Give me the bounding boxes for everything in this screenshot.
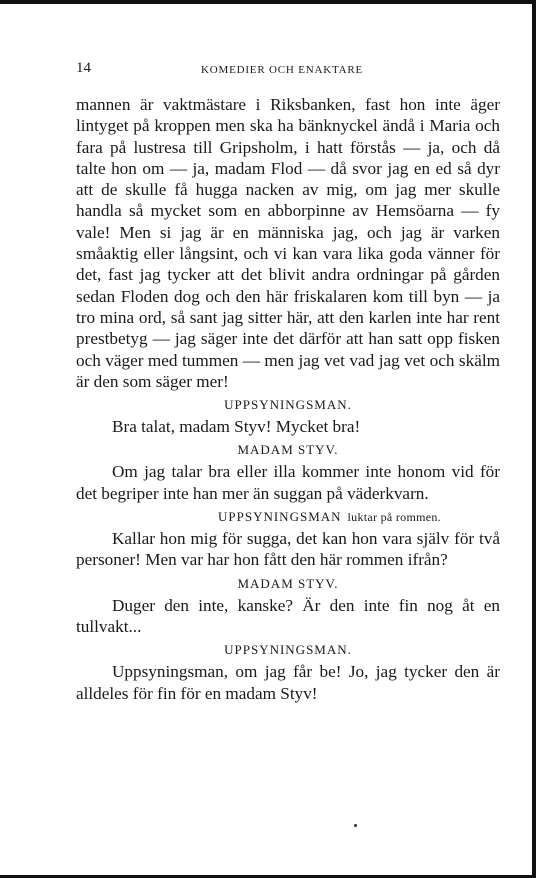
page-number: 14: [76, 60, 91, 76]
scan-border-top: [0, 0, 536, 4]
speech: Bra talat, madam Styv! Mycket bra!: [112, 417, 361, 437]
speaker-heading-with-stage-direction: [76, 507, 500, 527]
speech: Kallar hon mig för sugga, det kan hon vara själv för två personer! Men var har hon fått den här rommen ifrån?: [76, 529, 500, 570]
speech: Duger den inte, kanske? Är den inte fin nog åt en tullvakt...: [76, 595, 500, 636]
speaker-heading: UPPSYNINGSMAN.: [224, 642, 352, 658]
running-head: KOMEDIER OCH ENAKTARE: [201, 64, 363, 76]
speaker-heading: MADAM STYV.: [237, 442, 339, 458]
play-text: [76, 94, 500, 704]
speech-continued: mannen är vaktmästare i Riksbanken, fast hon inte äger lintyget på kroppen men ska ha bänknyckel ändå i Maria och fara på lustresa till Gripsholm, i hatt förstås — ja, och då talte hon om — ja, madam Flod — då svor jag en ed så dyr att de skulle få hugga nacken av mig, om jag mer skulle handla så mycket som en abborpinne av Hemsöarna — fy vale! Men si jag är en människa jag, och jag är varken småaktig eller långsint, och vi kan vara lika goda vänner för det, fast jag tycker att det blivit andra ordningar på gården sedan Floden dog och den här friskalaren kom till byn — ja tro mina ord, så sant jag sitter här, att den karlen inte har rent prestbetyg — jag säger inte det därför att han satt opp fisken och väger med tummen — men jag vet vad jag vet och skälm är den som säger mer!: [76, 95, 500, 391]
stage-direction: luktar på rommen.: [347, 510, 441, 525]
scan-border-right: [532, 0, 536, 878]
print-speck: [354, 824, 357, 827]
speaker-heading: UPPSYNINGSMAN.: [224, 397, 352, 413]
speaker-name: UPPSYNINGSMAN: [218, 509, 342, 525]
speech: Om jag talar bra eller illa kommer inte honom vid för det begriper inte han mer än suggan på väderkvarn.: [76, 462, 500, 503]
speaker-heading: MADAM STYV.: [237, 575, 339, 591]
speech: Uppsyningsman, om jag får be! Jo, jag tycker den är alldeles för fin för en madam Styv!: [76, 662, 500, 703]
